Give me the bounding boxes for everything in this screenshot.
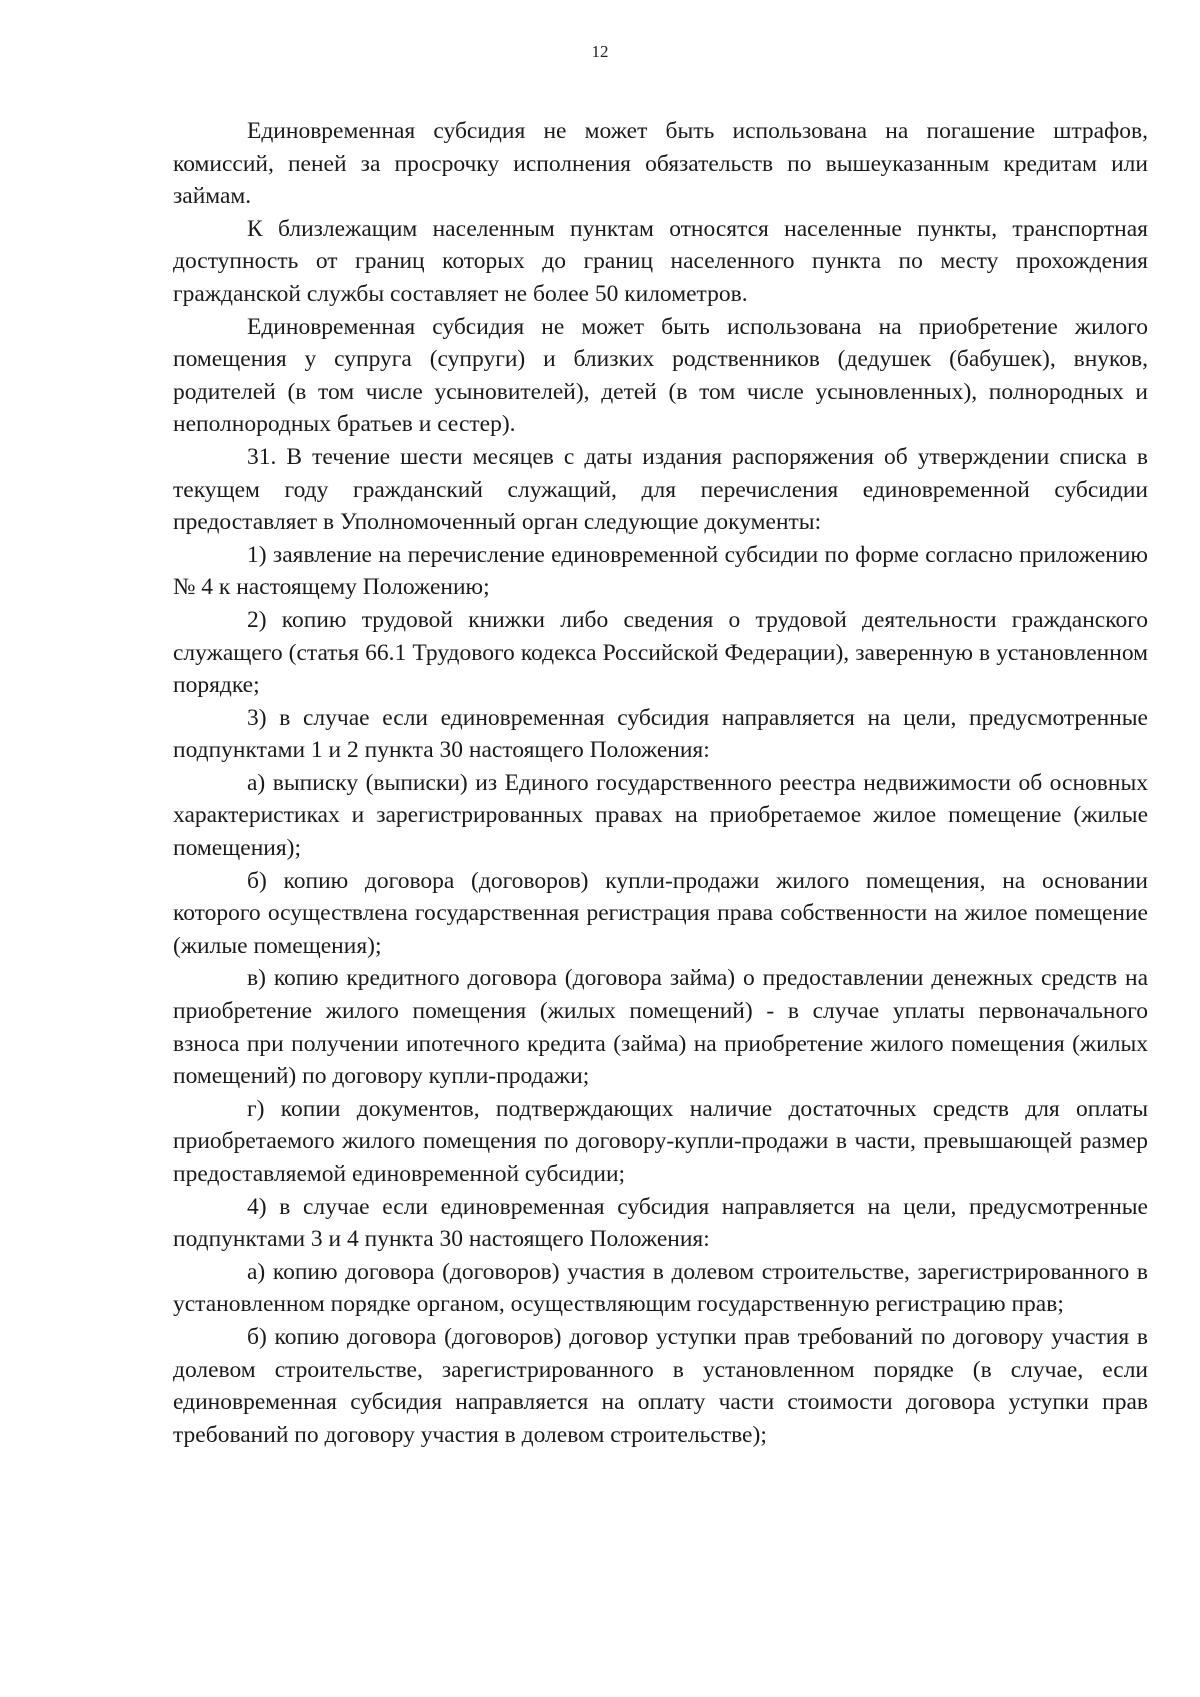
list-item-3: 3) в случае если единовременная субсидия направляется на цели, предусмотренные подпунктами 1 и 2 пункта 30 настоящего Положения: [173, 704, 1148, 764]
page-number: 12 [591, 42, 609, 61]
sub-item-3g: г) копии документов, подтверждающих наличие достаточных средств для оплаты приобретаемого жилого помещения по договору-купли-продажи в части, превышающей размер предоставляемой единовременной субсидии; [173, 1095, 1148, 1187]
paragraph: Единовременная субсидия не может быть использована на приобретение жилого помещения у супруга (супруги) и близких родственников (дедушек (бабушек), внуков, родителей (в том числе усыновителей), детей (в том числе усыновленных), полнородных и неполнородных братьев и сестер). [173, 313, 1148, 438]
list-item-1: 1) заявление на перечисление единовременной субсидии по форме согласно приложению № 4 к настоящему Положению; [173, 541, 1148, 601]
sub-item-3b: б) копию договора (договоров) купли-продажи жилого помещения, на основании которого осуществлена государственная регистрация права собственности на жилое помещение (жилые помещения); [173, 867, 1148, 959]
sub-item-3a: а) выписку (выписки) из Единого государственного реестра недвижимости об основных характеристиках и зарегистрированных правах на приобретаемое жилое помещение (жилые помещения); [173, 769, 1148, 862]
sub-item-4b: б) копию договора (договоров) договор уступки прав требований по договору участия в долевом строительстве, зарегистрированного в установленном порядке (в случае, если единовременная субсидия направляется на оплату части стоимости договора уступки прав требований по договору участия в долевом строительстве); [173, 1323, 1148, 1448]
sub-item-4a: а) копию договора (договоров) участия в долевом строительстве, зарегистрированного в установленном порядке органом, осуществляющим государственную регистрацию прав; [173, 1258, 1148, 1318]
paragraph: Единовременная субсидия не может быть использована на погашение штрафов, комиссий, пеней за просрочку исполнения обязательств по вышеуказанным кредитам или займам. [173, 118, 1148, 210]
list-item-2: 2) копию трудовой книжки либо сведения о трудовой деятельности гражданского служащего (статья 66.1 Трудового кодекса Российской Федерации), заверенную в установленном порядке; [173, 606, 1148, 699]
paragraph: К близлежащим населенным пунктам относятся населенные пункты, транспортная доступность от границ которых до границ населенного пункта по месту прохождения гражданской службы составляет не более 50 километров. [173, 215, 1148, 307]
document-body [173, 115, 1148, 1451]
sub-item-3v: в) копию кредитного договора (договора займа) о предоставлении денежных средств на приобретение жилого помещения (жилых помещений) - в случае уплаты первоначального взноса при получении ипотечного кредита (займа) на приобретение жилого помещения (жилых помещений) по договору купли-продажи; [173, 965, 1148, 1090]
list-item-4: 4) в случае если единовременная субсидия направляется на цели, предусмотренные подпунктами 3 и 4 пункта 30 настоящего Положения: [173, 1193, 1148, 1253]
paragraph-item-31: 31. В течение шести месяцев с даты издания распоряжения об утверждении списка в текущем году гражданский служащий, для перечисления единовременной субсидии предоставляет в Уполномоченный орган следующие документы: [173, 443, 1148, 536]
